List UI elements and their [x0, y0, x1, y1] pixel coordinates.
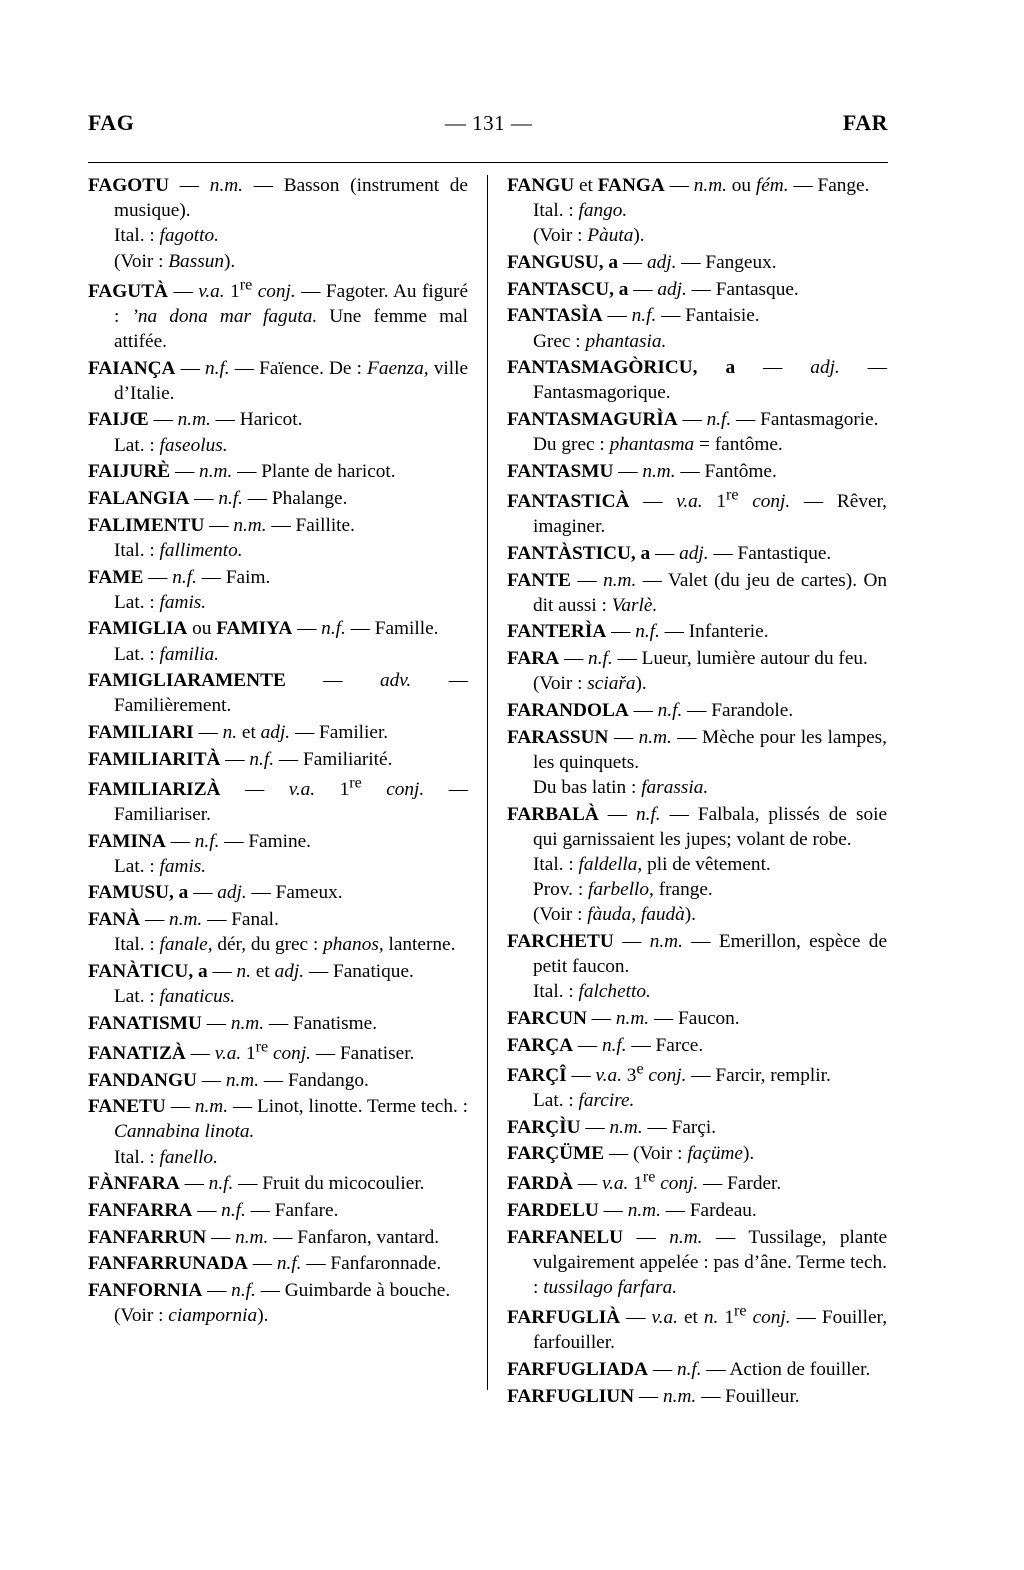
page-number: — 131 —	[444, 111, 533, 135]
dictionary-entry: FANTASÌA — n.f. — Fantaisie. Grec : phantasia.	[507, 305, 760, 352]
dictionary-entry: FARÇÎ — v.a. 3e conj. — Farcir, remplir. Lat. : farcire.	[507, 1060, 831, 1111]
dictionary-entry: FAGUTÀ — v.a. 1re conj. — Fagoter. Au figuré : ’na dona mar faguta. Une femme mal attifée.	[88, 276, 469, 352]
dictionary-entry: FARFUGLIUN — n.m. — Fouilleur.	[507, 1385, 800, 1407]
dictionary-entry: FARFANELU — n.m. — Tussilage, plante vulgairement appelée : pas d’âne. Terme tech. : tussilago farfara.	[507, 1226, 888, 1298]
dictionary-entry: FANFARRUN — n.m. — Fanfaron, vantard.	[88, 1226, 440, 1248]
dictionary-entry: FAGOTU — n.m. — Basson (instrument de musique). Ital. : fagotto. (Voir : Bassun).	[88, 175, 468, 272]
dictionary-entry: FARDELU — n.m. — Fardeau.	[507, 1199, 757, 1221]
dictionary-entry: FANGUSU, a — adj. — Fangeux.	[507, 252, 777, 274]
dictionary-entry: FAME — n.f. — Faim. Lat. : famis.	[88, 566, 271, 613]
header-right-guideword: FAR	[842, 110, 888, 135]
page-sheet	[88, 110, 888, 1410]
dictionary-entry: FAIJURÈ — n.m. — Plante de haricot.	[88, 461, 396, 483]
dictionary-entry: FANTERÌA — n.f. — Infanterie.	[507, 621, 769, 643]
dictionary-entry: FARFUGLIADA — n.f. — Action de fouiller.	[507, 1358, 871, 1380]
dictionary-entry: FANETU — n.m. — Linot, linotte. Terme tech. : Cannabina linota. Ital. : fanello.	[88, 1096, 469, 1168]
dictionary-entry: FÀNFARA — n.f. — Fruit du micocoulier.	[88, 1173, 425, 1195]
dictionary-entry: FARÇA — n.f. — Farce.	[507, 1034, 704, 1056]
dictionary-entry: FARANDOLA — n.f. — Farandole.	[507, 699, 794, 721]
dictionary-entry: FAIJŒ — n.m. — Haricot. Lat. : faseolus.	[88, 409, 303, 456]
dictionary-entry: FANTASMU — n.m. — Fantôme.	[507, 460, 777, 482]
dictionary-entry: FARFUGLIÀ — v.a. et n. 1re conj. — Fouiller, farfouiller.	[507, 1302, 888, 1354]
columns-container	[88, 173, 888, 1410]
dictionary-entry: FAMUSU, a — adj. — Fameux.	[88, 882, 343, 904]
dictionary-entry: FAIANÇA — n.f. — Faïence. De : Faenza, ville d’Italie.	[88, 357, 469, 404]
dictionary-entry: FANGU et FANGA — n.m. ou fém. — Fange. Ital. : fango. (Voir : Pàuta).	[507, 175, 870, 247]
dictionary-entry: FANATISMU — n.m. — Fanatisme.	[88, 1012, 378, 1034]
dictionary-entry: FALANGIA — n.f. — Phalange.	[88, 487, 348, 509]
page-header	[88, 110, 888, 136]
dictionary-entry: FARASSUN — n.m. — Mèche pour les lampes, les quinquets. Du bas latin : farassia.	[507, 726, 888, 798]
dictionary-entry: FANÀTICU, a — n. et adj. — Fanatique. Lat. : fanaticus.	[88, 961, 414, 1008]
dictionary-entry: FAMIGLIA ou FAMIYA — n.f. — Famille. Lat. : familia.	[88, 618, 439, 665]
dictionary-entry: FANFARRA — n.f. — Fanfare.	[88, 1199, 339, 1221]
dictionary-entry: FAMILIARIZÀ — v.a. 1re conj. — Familiariser.	[88, 774, 468, 825]
dictionary-entry: FANTASTICÀ — v.a. 1re conj. — Rêver, imaginer.	[507, 486, 888, 538]
dictionary-entry: FANÀ — n.m. — Fanal. Ital. : fanale, dér, du grec : phanos, lanterne.	[88, 909, 456, 956]
dictionary-entry: FANTASCU, a — adj. — Fantasque.	[507, 278, 799, 300]
dictionary-entry: FARCUN — n.m. — Faucon.	[507, 1007, 740, 1029]
dictionary-entry: FAMILIARITÀ — n.f. — Familiarité.	[88, 748, 393, 770]
dictionary-entry: FAMILIARI — n. et adj. — Familier.	[88, 722, 389, 744]
header-rule	[88, 162, 888, 163]
dictionary-entry: FAMINA — n.f. — Famine. Lat. : famis.	[88, 830, 311, 877]
dictionary-entry: FARDÀ — v.a. 1re conj. — Farder.	[507, 1168, 782, 1195]
dictionary-entry: FARÇÜME — (Voir : façüme).	[507, 1143, 755, 1165]
dictionary-entry: FARBALÀ — n.f. — Falbala, plissés de soie qui garnissaient les jupes; volant de robe. Ital. : faldella, pli de vêtement. Prov. : farbello, frange. (Voir : fàuda, faudà).	[507, 803, 887, 926]
dictionary-entry: FALIMENTU — n.m. — Faillite. Ital. : fallimento.	[88, 514, 355, 561]
dictionary-entry: FANFORNIA — n.f. — Guimbarde à bouche. (Voir : ciampornia).	[88, 1279, 451, 1327]
dictionary-entry: FARA — n.f. — Lueur, lumière autour du feu. (Voir : sciařa).	[507, 648, 868, 695]
dictionary-entry: FARÇÌU — n.m. — Farçi.	[507, 1116, 717, 1138]
column-left	[88, 173, 468, 1330]
header-left-guideword: FAG	[88, 110, 135, 135]
dictionary-entry: FANTASMAGURÌA — n.f. — Fantasmagorie. Du grec : phantasma = fantôme.	[507, 409, 879, 456]
dictionary-entry: FANTÀSTICU, a — adj. — Fantastique.	[507, 542, 832, 564]
column-divider	[487, 175, 488, 1390]
dictionary-entry: FANTASMAGÒRICU, a — adj. — Fantasmagorique.	[507, 357, 888, 404]
dictionary-entry: FAMIGLIARAMENTE — adv. — Familièrement.	[88, 670, 468, 717]
dictionary-entry: FARCHETU — n.m. — Emerillon, espèce de petit faucon. Ital. : falchetto.	[507, 930, 887, 1003]
column-right	[507, 173, 887, 1410]
dictionary-entry: FANDANGU — n.m. — Fandango.	[88, 1069, 369, 1091]
dictionary-entry: FANFARRUNADA — n.f. — Fanfaronnade.	[88, 1253, 442, 1275]
dictionary-entry: FANATIZÀ — v.a. 1re conj. — Fanatiser.	[88, 1038, 415, 1064]
dictionary-entry: FANTE — n.m. — Valet (du jeu de cartes). On dit aussi : Varlè.	[507, 569, 888, 616]
